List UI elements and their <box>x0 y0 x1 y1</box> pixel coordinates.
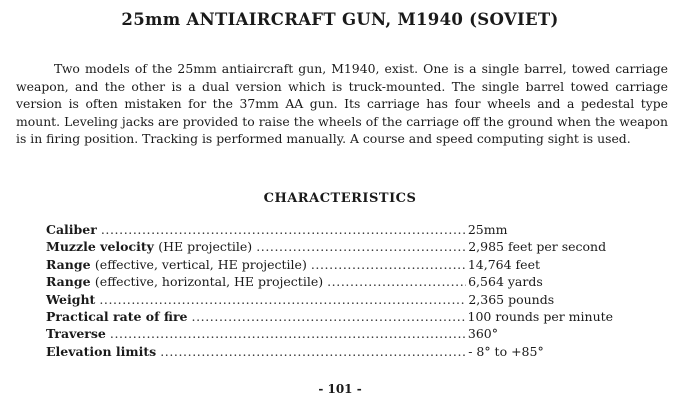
spec-row-weight <box>46 292 656 309</box>
spec-row-elevation-limits <box>46 344 656 361</box>
spec-row-traverse <box>46 326 656 343</box>
spec-value: - 8° to +85° <box>468 343 544 359</box>
dot-leader <box>106 326 466 341</box>
spec-value: 6,564 yards <box>468 274 543 290</box>
spec-label: Muzzle velocity (HE projectile) <box>46 239 253 255</box>
spec-row-range-vertical <box>46 257 656 274</box>
spec-label: Range (effective, vertical, HE projectile) <box>46 256 307 272</box>
dot-leader <box>252 239 466 254</box>
dot-leader <box>307 257 466 272</box>
spec-row-range-horizontal <box>46 274 656 291</box>
characteristics-heading: CHARACTERISTICS <box>263 191 417 206</box>
dot-leader <box>97 222 466 237</box>
dot-leader <box>95 292 466 307</box>
spec-label: Weight <box>46 291 96 307</box>
spec-value: 2,365 pounds <box>468 291 555 307</box>
spec-row-muzzle-velocity <box>46 239 656 256</box>
spec-label: Caliber <box>46 222 97 237</box>
spec-label: Traverse <box>46 326 106 342</box>
description-paragraph: Two models of the 25mm antiaircraft gun, M1940, exist. One is a single barrel, towed carriage weapon, and the other is a dual version which is truck-mounted. The single barrel towed carriage version is often mistaken for the 37mm AA gun. Its carriage has four wheels and a pedestal type mount. Leveling jacks are provided to raise the wheels of the carriage off the ground when the weapon is in firing position. Tracking is performed manually. A course and speed computing sight is used. <box>16 61 668 147</box>
spec-value: 360° <box>467 326 498 342</box>
spec-label: Practical rate of fire <box>46 308 188 324</box>
dot-leader <box>156 344 466 359</box>
dot-leader <box>188 309 466 324</box>
spec-value: 25mm <box>467 222 508 237</box>
spec-row-caliber <box>46 222 656 239</box>
spec-label: Range (effective, horizontal, HE projectile) <box>46 274 324 290</box>
spec-value: 100 rounds per minute <box>467 308 614 324</box>
spec-value: 2,985 feet per second <box>468 239 607 255</box>
page-title: 25mm ANTIAIRCRAFT GUN, M1940 (SOVIET) <box>121 10 559 29</box>
characteristics-list <box>46 222 656 361</box>
spec-value: 14,764 feet <box>467 256 540 272</box>
spec-row-rate-of-fire <box>46 309 656 326</box>
dot-leader <box>323 274 466 289</box>
spec-label: Elevation limits <box>46 343 157 359</box>
page-number: - 101 - <box>318 382 362 396</box>
